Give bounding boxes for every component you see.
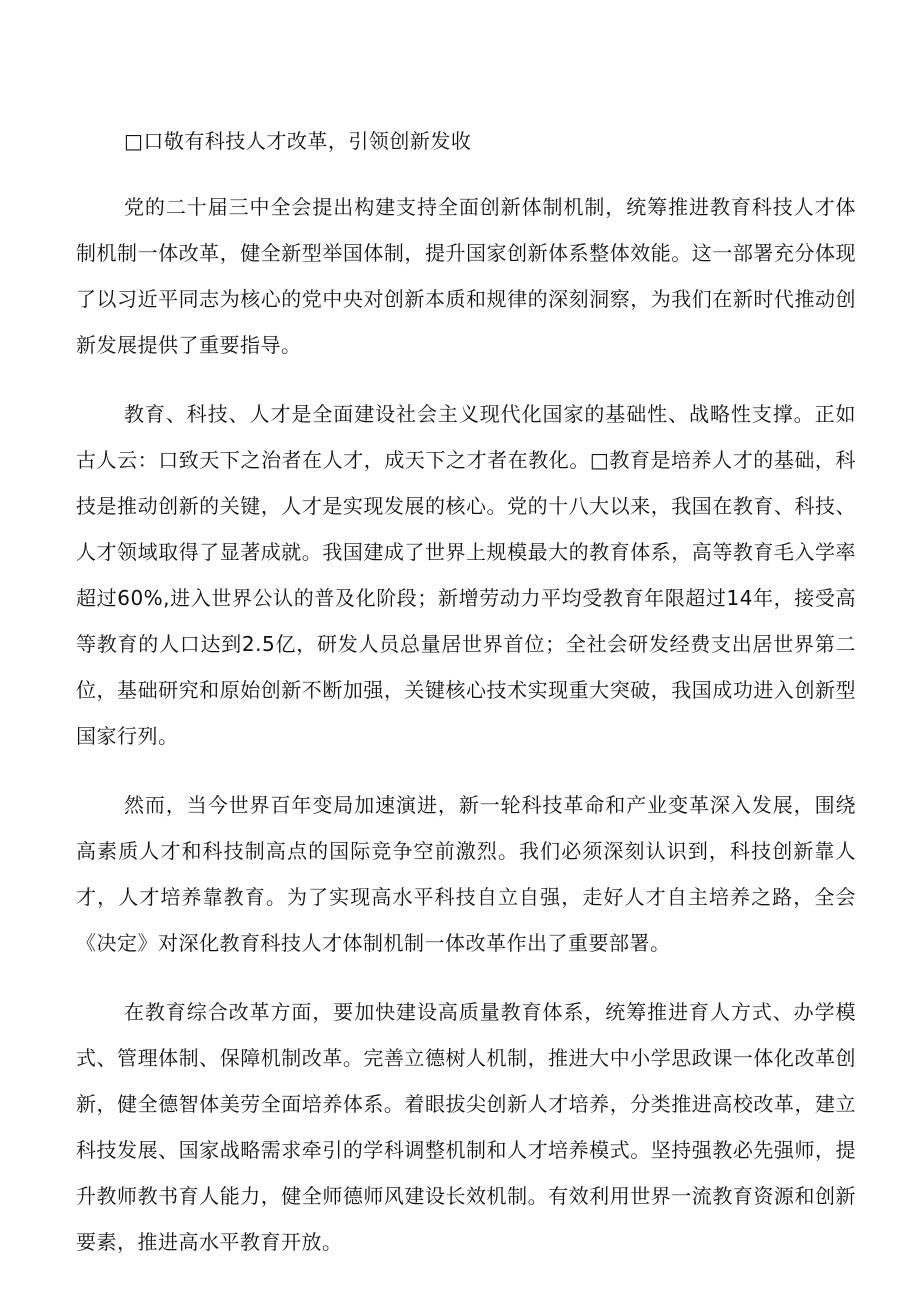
paragraph-1: 党的二十届三中全会提出构建支持全面创新体制机制，统筹推进教育科技人才体制机制一体改革，健全新型举国体制，提升国家创新体系整体效能。这一部署充分体现了以习近平同志为核心的党中央对创新本质和规律的深刻洞察，为我们在新时代推动创新发展提供了重要指导。 [76,195,856,357]
document-heading: □口敬有科技人才改革，引领创新发收 [124,129,472,153]
document-page [76,118,856,1288]
paragraph-2: 教育、科技、人才是全面建设社会主义现代化国家的基础性、战略性支撑。正如古人云：口致天下之治者在人才，成天下之才者在教化。□教育是培养人才的基础，科技是推动创新的关键，人才是实现发展的核心。党的十八大以来，我国在教育、科技、人才领域取得了显著成就。我国建成了世界上规模最大的教育体系，高等教育毛入学率超过60%,进入世界公认的普及化阶段；新增劳动力平均受教育年限超过14年，接受高等教育的人口达到2.5亿，研发人员总量居世界首位；全社会研发经费支出居世界第二位，基础研究和原始创新不断加强，关键核心技术实现重大突破，我国成功进入创新型国家行列。 [76,402,856,748]
paragraph-4: 在教育综合改革方面，要加快建设高质量教育体系，统筹推进育人方式、办学模式、管理体制、保障机制改革。完善立德树人机制，推进大中小学思政课一体化改革创新，健全德智体美劳全面培养体系。着眼拔尖创新人才培养，分类推进高校改革，建立科技发展、国家战略需求牵引的学科调整机制和人才培养模式。坚持强教必先强师，提升教师教书育人能力，健全师德师风建设长效机制。有效利用世界一流教育资源和创新要素，推进高水平教育开放。 [76,1000,856,1254]
paragraph-3: 然而，当今世界百年变局加速演进，新一轮科技革命和产业变革深入发展，围绕高素质人才和科技制高点的国际竞争空前激烈。我们必须深刻认识到，科技创新靠人才，人才培养靠教育。为了实现高水平科技自立自强，走好人才自主培养之路，全会《决定》对深化教育科技人才体制机制一体改革作出了重要部署。 [76,793,856,955]
